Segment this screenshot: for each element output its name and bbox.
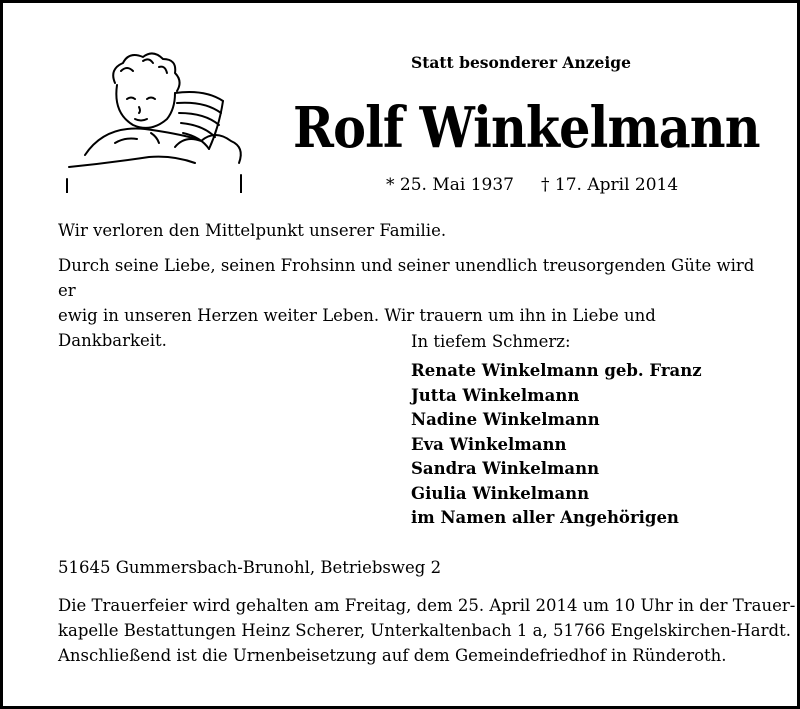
mourner-name: Sandra Winkelmann [411,459,600,478]
tribute-line: ewig in unseren Herzen weiter Leben. Wir trauern um ihn in Liebe und Dankbarkeit. [58,306,656,350]
mourners-intro: In tiefem Schmerz: [411,332,571,351]
mourner-name: Giulia Winkelmann [411,483,590,503]
funeral-details-line: Anschließend ist die Urnenbeisetzung auf dem Gemeindefriedhof in Ründeroth. [58,646,727,665]
notice-heading: Statt besonderer Anzeige [411,53,631,72]
death-date: † 17. April 2014 [541,175,679,195]
mourner-name: Renate Winkelmann geb. Franz [411,361,702,380]
funeral-details [58,593,796,668]
tribute-line: Durch seine Liebe, seinen Frohsinn und seiner unendlich treusorgenden Güte wird er [58,256,755,300]
tribute-paragraph [58,253,758,353]
birth-date: * 25. Mai 1937 [386,175,514,195]
mourner-name: Jutta Winkelmann [411,385,580,405]
deceased-name: Rolf Winkelmann [293,95,760,161]
mourners-list [411,359,702,531]
mourner-name: Nadine Winkelmann [411,410,600,429]
funeral-details-line: kapelle Bestattungen Heinz Scherer, Unterkaltenbach 1 a, 51766 Engelskirchen-Hardt. [58,621,791,640]
cherub-angel-illustration [55,43,255,193]
intro-sentence: Wir verloren den Mittelpunkt unserer Familie. [58,221,447,240]
mourner-name: im Namen aller Angehörigen [411,508,679,527]
mourner-name: Eva Winkelmann [411,434,567,454]
funeral-details-line: Die Trauerfeier wird gehalten am Freitag, dem 25. April 2014 um 10 Uhr in der Trauer- [58,596,796,615]
family-address: 51645 Gummersbach-Brunohl, Betriebsweg 2 [58,558,442,577]
